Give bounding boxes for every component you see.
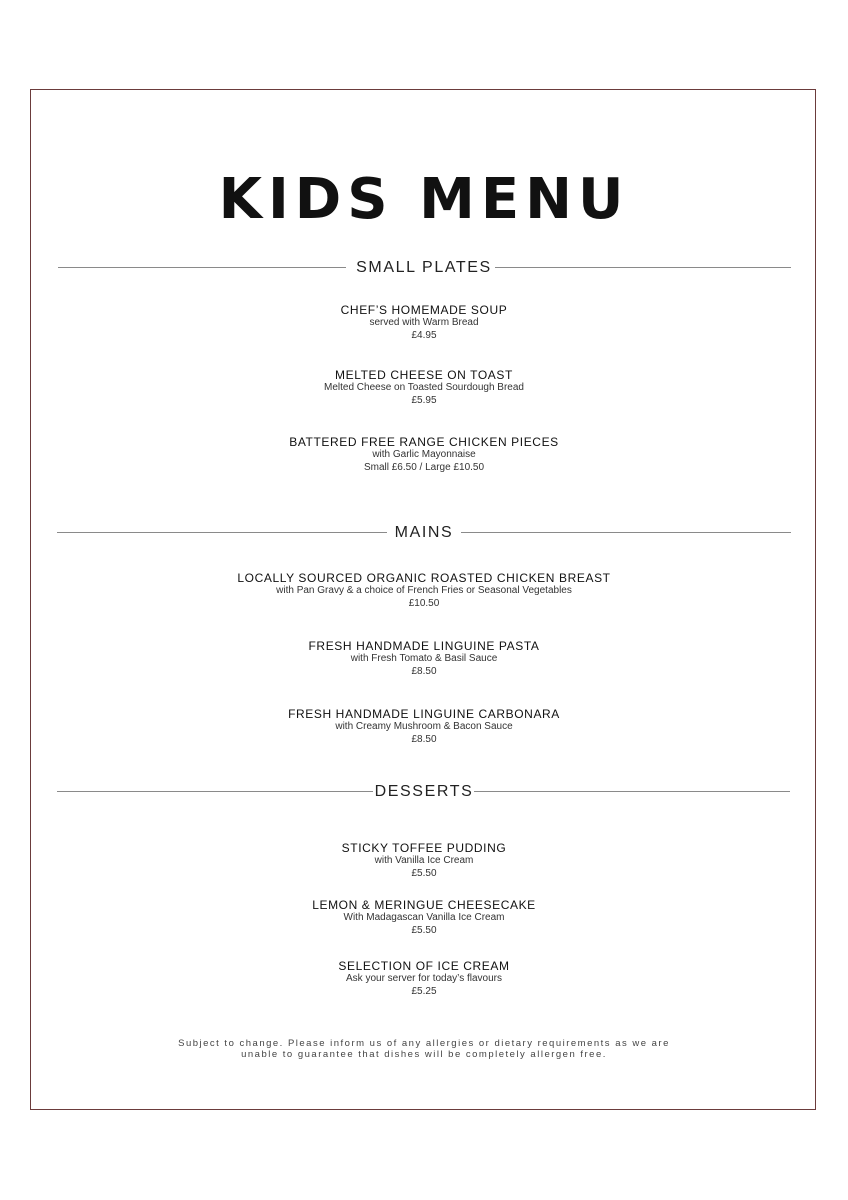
item-name: CHEF’S HOMEMADE SOUP <box>340 303 508 317</box>
item-name: MELTED CHEESE ON TOAST <box>335 368 513 382</box>
item-price: £5.50 <box>411 925 437 936</box>
menu-item <box>0 841 848 880</box>
item-description: with Pan Gravy & a choice of French Fries or Seasonal Vegetables <box>276 585 572 596</box>
item-name: FRESH HANDMADE LINGUINE PASTA <box>308 639 540 653</box>
item-description: Ask your server for today’s flavours <box>346 973 502 984</box>
disclaimer-line-2: unable to guarantee that dishes will be completely allergen free. <box>241 1049 607 1060</box>
section-header-mains <box>0 523 848 543</box>
item-description: with Fresh Tomato & Basil Sauce <box>350 653 498 664</box>
item-price: £8.50 <box>411 666 437 677</box>
item-description: Melted Cheese on Toasted Sourdough Bread <box>324 382 524 393</box>
menu-item <box>0 303 848 342</box>
menu-item <box>0 571 848 610</box>
item-name: STICKY TOFFEE PUDDING <box>341 841 507 855</box>
item-price: £5.50 <box>411 868 437 879</box>
item-description: served with Warm Bread <box>369 317 479 328</box>
section-header-desserts <box>0 782 848 802</box>
disclaimer-line-1: Subject to change. Please inform us of any allergies or dietary requirements as we are <box>178 1038 670 1049</box>
item-price: £10.50 <box>408 598 440 609</box>
item-price: £4.95 <box>411 330 437 341</box>
item-description: with Creamy Mushroom & Bacon Sauce <box>335 721 513 732</box>
item-description: with Garlic Mayonnaise <box>372 449 476 460</box>
item-price: Small £6.50 / Large £10.50 <box>363 462 485 473</box>
item-price: £5.95 <box>411 395 437 406</box>
item-name: LOCALLY SOURCED ORGANIC ROASTED CHICKEN BREAST <box>237 571 611 585</box>
section-title: DESSERTS <box>374 783 474 800</box>
item-name: FRESH HANDMADE LINGUINE CARBONARA <box>288 707 560 721</box>
item-price: £5.25 <box>411 986 437 997</box>
item-description: with Vanilla Ice Cream <box>374 855 474 866</box>
section-header-small-plates <box>0 258 848 278</box>
menu-item <box>0 898 848 937</box>
item-name: BATTERED FREE RANGE CHICKEN PIECES <box>289 435 559 449</box>
item-price: £8.50 <box>411 734 437 745</box>
menu-item <box>0 639 848 678</box>
menu-item <box>0 435 848 474</box>
item-name: LEMON & MERINGUE CHEESECAKE <box>312 898 536 912</box>
menu-title: KIDS MENU <box>218 167 630 232</box>
section-title: MAINS <box>394 524 454 541</box>
menu-item <box>0 368 848 407</box>
menu-item <box>0 707 848 746</box>
menu-item <box>0 959 848 998</box>
section-title: SMALL PLATES <box>356 259 492 276</box>
allergen-disclaimer <box>0 1038 848 1060</box>
item-name: SELECTION OF ICE CREAM <box>338 959 510 973</box>
item-description: With Madagascan Vanilla Ice Cream <box>343 912 505 923</box>
